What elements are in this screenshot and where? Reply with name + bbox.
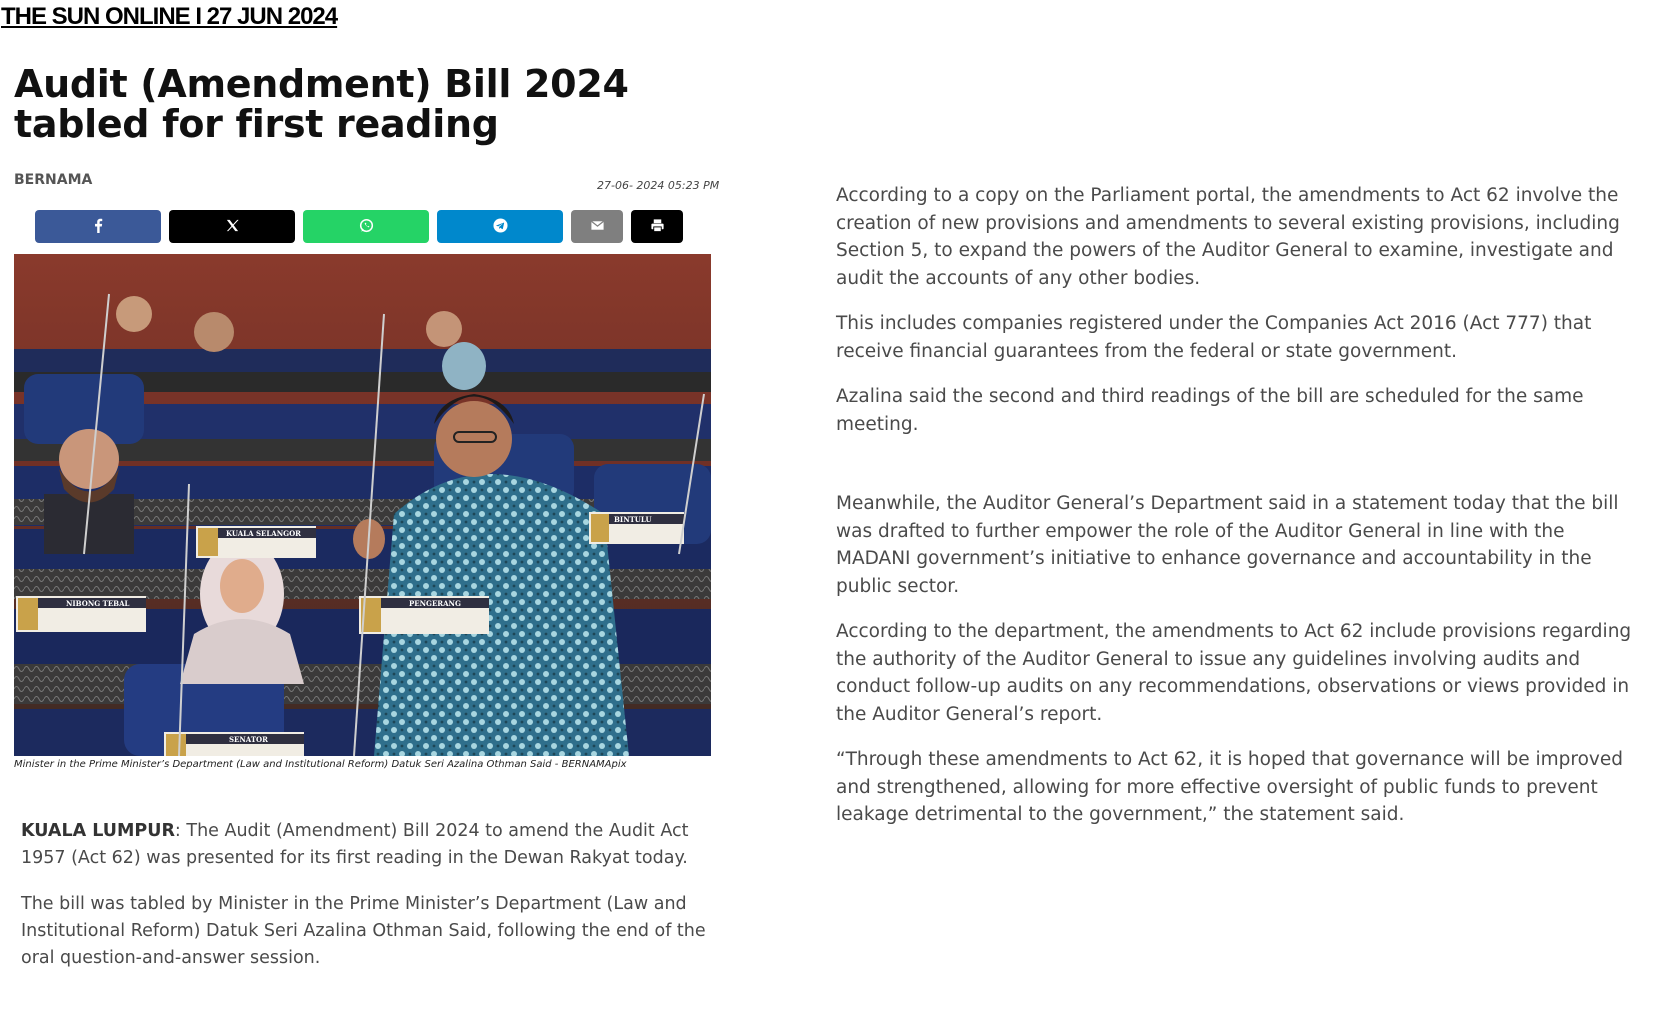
share-x-button[interactable] bbox=[169, 210, 295, 243]
whatsapp-icon bbox=[359, 218, 374, 236]
body-paragraph: According to the department, the amendments to Act 62 include provisions regarding the authority of the Auditor General to issue any guidelines involving audits and conduct follow-up audits on any recommendations, observations or views provided in the Auditor General’s report. bbox=[836, 621, 1632, 725]
share-email-button[interactable] bbox=[571, 210, 623, 243]
print-icon bbox=[650, 218, 665, 236]
paragraph-gap bbox=[836, 456, 1636, 490]
placard-text: PENGERANG bbox=[409, 599, 461, 608]
x-icon bbox=[225, 218, 240, 236]
placard-text: SENATOR bbox=[229, 735, 268, 744]
placard-text: KUALA SELANGOR bbox=[226, 529, 301, 538]
article-headline: Audit (Amendment) Bill 2024 tabled for first reading bbox=[14, 62, 629, 146]
share-whatsapp-button[interactable] bbox=[303, 210, 429, 243]
lead-text: : The Audit (Amendment) Bill 2024 to amend the Audit Act 1957 (Act 62) was presented for its first reading in the Dewan Rakyat today. bbox=[21, 821, 689, 868]
article-body-left bbox=[21, 818, 711, 991]
article-photo bbox=[14, 254, 711, 756]
article-body-right bbox=[836, 182, 1636, 847]
placard-text: NIBONG TEBAL bbox=[66, 599, 130, 608]
article-timestamp: 27-06- 2024 05:23 PM bbox=[597, 179, 720, 192]
email-icon bbox=[590, 218, 605, 236]
article-source: BERNAMA bbox=[14, 172, 93, 188]
body-paragraph: Meanwhile, the Auditor General’s Department said in a statement today that the bill was drafted to further empower the role of the Auditor General in line with the MADANI government’s initiative to enhance governance and accountability in the public sector. bbox=[836, 493, 1619, 597]
share-telegram-button[interactable] bbox=[437, 210, 563, 243]
print-button[interactable] bbox=[631, 210, 683, 243]
lead-paragraph bbox=[21, 818, 711, 872]
masthead: THE SUN ONLINE I 27 JUN 2024 bbox=[1, 3, 338, 30]
facebook-icon bbox=[91, 218, 106, 236]
body-paragraph: The bill was tabled by Minister in the Prime Minister’s Department (Law and Institutional Reform) Datuk Seri Azalina Othman Said, following the end of the oral question-and-answer session. bbox=[21, 894, 706, 968]
share-facebook-button[interactable] bbox=[35, 210, 161, 243]
body-paragraph: Azalina said the second and third readings of the bill are scheduled for the same meeting. bbox=[836, 386, 1584, 435]
body-paragraph: According to a copy on the Parliament portal, the amendments to Act 62 involve the creation of new provisions and amendments to several existing provisions, including Section 5, to expand the powers of the Auditor General to examine, investigate and audit the accounts of any other bodies. bbox=[836, 185, 1620, 289]
telegram-icon bbox=[493, 218, 508, 236]
dateline: KUALA LUMPUR bbox=[21, 821, 175, 841]
body-paragraph: This includes companies registered under the Companies Act 2016 (Act 777) that receive financial guarantees from the federal or state government. bbox=[836, 313, 1592, 362]
placard-text: BINTULU bbox=[614, 515, 652, 524]
image-caption: Minister in the Prime Minister’s Department (Law and Institutional Reform) Datuk Seri Azalina Othman Said - BERNAMApix bbox=[14, 759, 627, 770]
body-paragraph: “Through these amendments to Act 62, it is hoped that governance will be improved and strengthened, allowing for more effective oversight of public funds to prevent leakage detrimental to the government,” the statement said. bbox=[836, 749, 1623, 825]
